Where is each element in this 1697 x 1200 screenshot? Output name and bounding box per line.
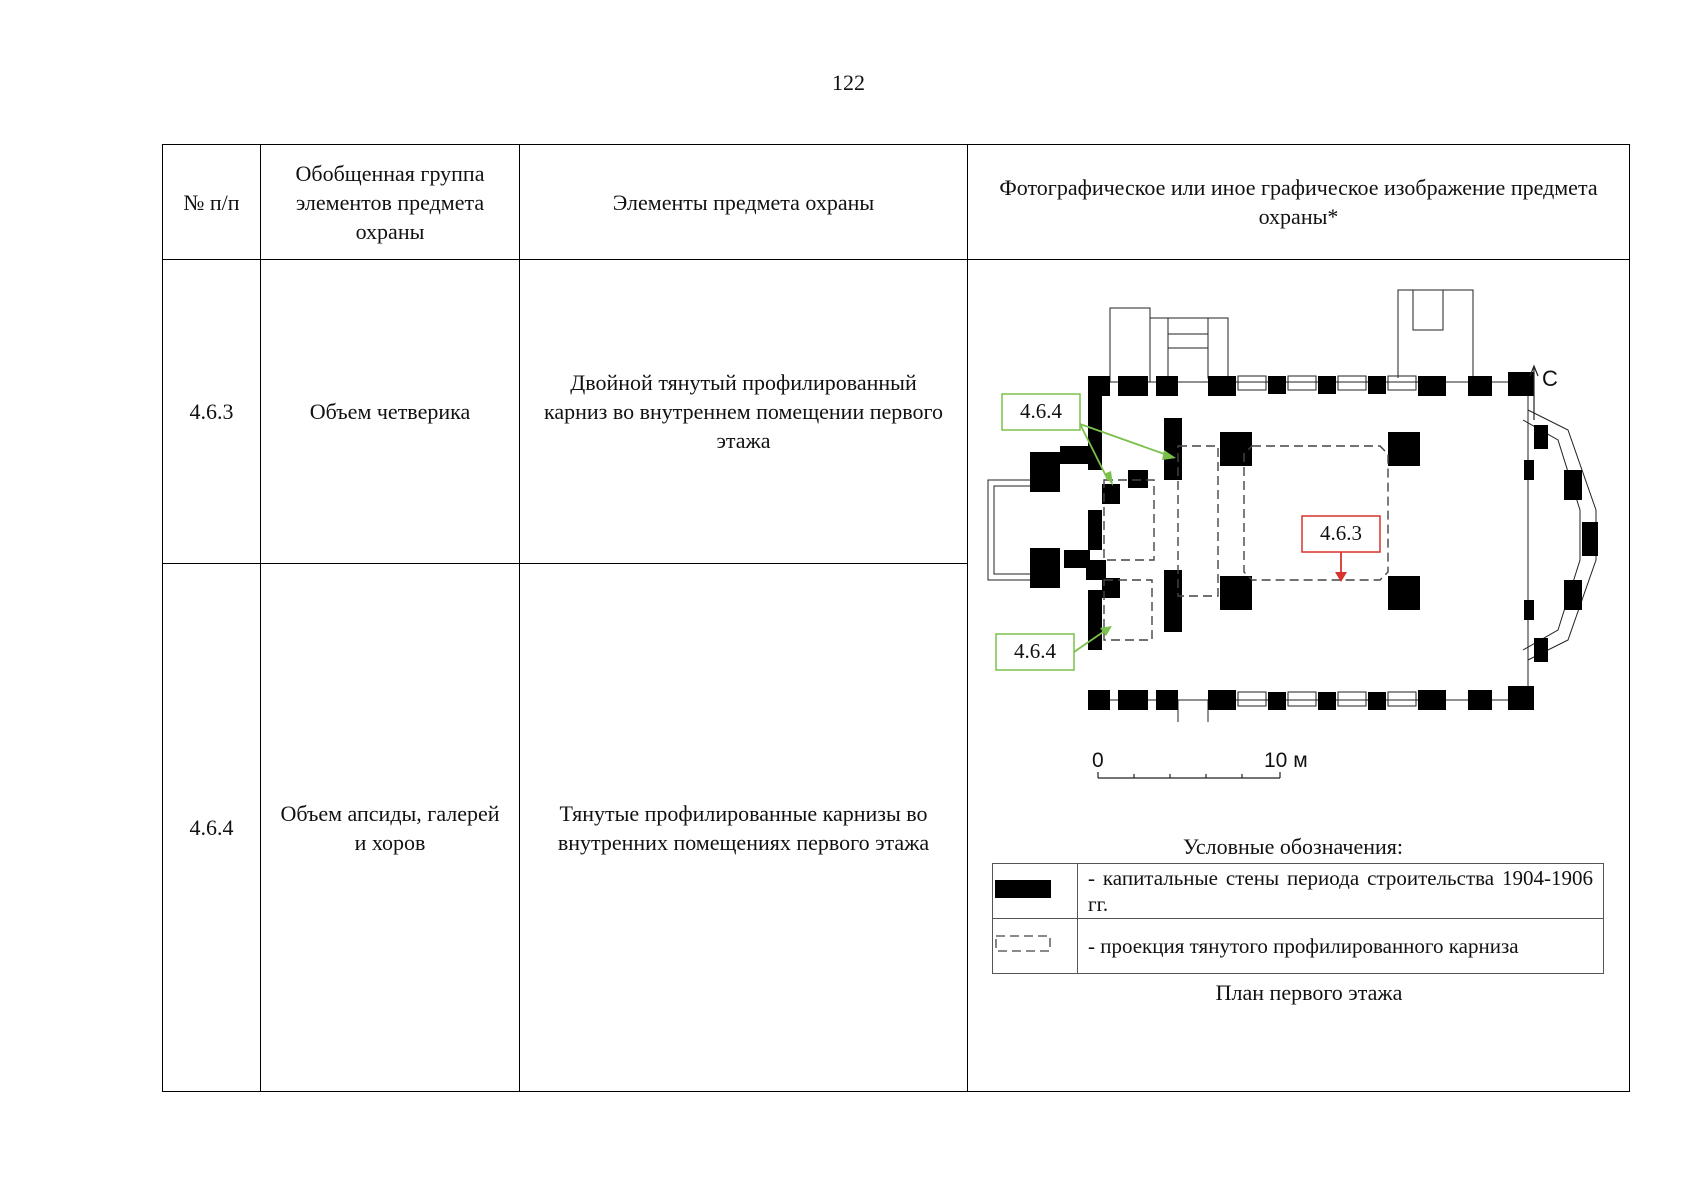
row-num: 4.6.4 xyxy=(163,564,261,1092)
legend-text: - проекция тянутого профилированного карниза xyxy=(1078,919,1604,974)
stair-annex-outline xyxy=(1150,318,1228,382)
legend-text: - капитальные стены периода строительства 1904-1906 гг. xyxy=(1078,864,1604,919)
legend-table xyxy=(992,863,1604,974)
stair-annex-right xyxy=(1398,290,1473,378)
table-row xyxy=(163,260,1630,564)
north-label: С xyxy=(1542,366,1558,391)
callout-label-464-bottom: 4.6.4 xyxy=(1014,639,1056,663)
row-group: Объем четверика xyxy=(261,260,520,564)
protection-elements-table xyxy=(162,144,1630,1092)
porch-inner xyxy=(994,486,1030,574)
row-num: 4.6.3 xyxy=(163,260,261,564)
scale-end-label: 10 м xyxy=(1264,749,1308,772)
stair-block-right xyxy=(1413,290,1443,330)
scale-zero-label: 0 xyxy=(1092,749,1104,772)
header-image: Фотографическое или иное графическое изображение предмета охраны* xyxy=(968,145,1630,260)
scale-bar xyxy=(1098,772,1280,778)
legend-title: Условные обозначения: xyxy=(1182,834,1404,859)
legend-row xyxy=(993,864,1604,919)
floor-plan-drawing xyxy=(968,260,1630,820)
header-elements: Элементы предмета охраны xyxy=(520,145,968,260)
legend-row xyxy=(993,919,1604,974)
header-group: Обобщенная группа элементов предмета охраны xyxy=(261,145,520,260)
header-num: № п/п xyxy=(163,145,261,260)
floor-plan-cell xyxy=(968,260,1630,1092)
cornice-narthex xyxy=(1178,446,1218,596)
callout-label-464-top: 4.6.4 xyxy=(1020,399,1062,423)
solid-wall-swatch xyxy=(993,876,1053,900)
legend-symbol-dashed xyxy=(993,919,1078,974)
stair-block xyxy=(1168,318,1208,348)
floor-plan-figure xyxy=(968,260,1630,1090)
row-group: Объем апсиды, галерей и хоров xyxy=(261,564,520,1092)
plan-caption: План первого этажа xyxy=(1215,980,1403,1005)
legend-symbol-solid xyxy=(993,864,1078,919)
cornice-main-hall xyxy=(1244,446,1388,580)
dashed-cornice-swatch xyxy=(993,931,1053,955)
annex-outline xyxy=(1110,308,1150,382)
callout-label-463: 4.6.3 xyxy=(1320,521,1362,545)
row-elements: Тянутые профилированные карнизы во внутренних помещениях первого этажа xyxy=(520,564,968,1092)
table-header-row xyxy=(163,145,1630,260)
page-number: 122 xyxy=(832,70,865,95)
row-elements: Двойной тянутый профилированный карниз во внутреннем помещении первого этажа xyxy=(520,260,968,564)
legend xyxy=(992,832,1604,974)
